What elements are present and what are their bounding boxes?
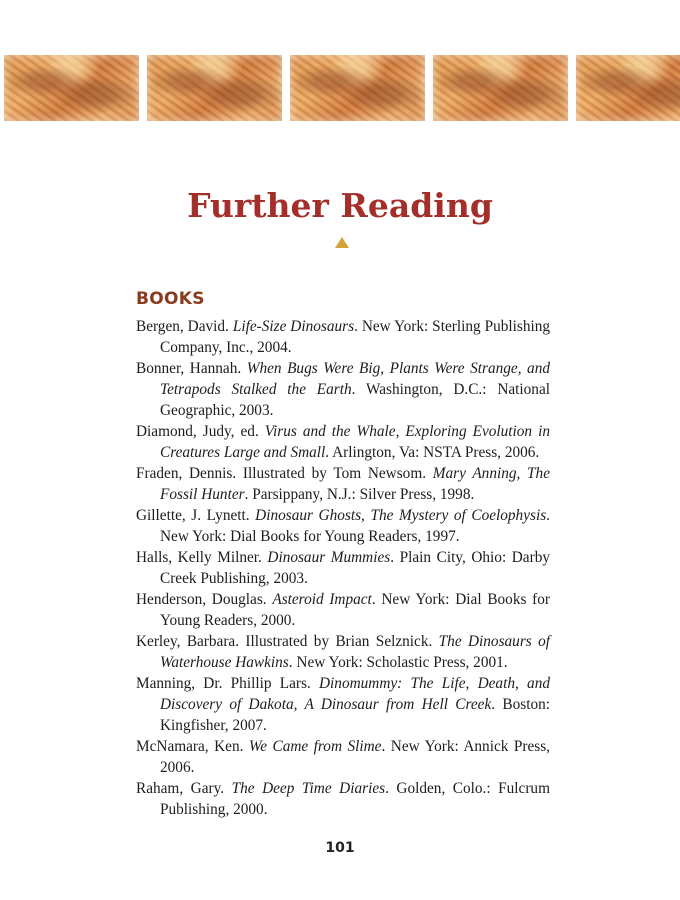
triangle-ornament-icon (335, 237, 349, 248)
book-author: Fraden, Dennis. Illustrated by Tom Newsom. (136, 465, 433, 482)
book-title: Asteroid Impact (272, 591, 372, 608)
banner-tile-image (576, 55, 680, 121)
book-entry (136, 505, 550, 547)
banner-tile-image (4, 55, 139, 121)
book-author: Bergen, David. (136, 318, 233, 335)
book-publication: . Plain City, Ohio: Darby Creek Publishing, 2003. (160, 549, 550, 587)
book-publication: . New York: Sterling Publishing Company, Inc., 2004. (160, 318, 551, 356)
decorative-banner (4, 55, 680, 121)
book-title: We Came from Slime (248, 738, 382, 755)
book-title: Dinomummy: The Life, Death, and Discovery of Dakota, A Dinosaur from Hell Creek (160, 675, 550, 713)
book-entry (136, 673, 550, 736)
book-title: Virus and the Whale, Exploring Evolution in Creatures Large and Small (160, 423, 550, 461)
book-title: When Bugs Were Big, Plants Were Strange, and Tetrapods Stalked the Earth (160, 360, 551, 398)
banner-tile-image (147, 55, 282, 121)
book-entry (136, 589, 550, 631)
book-entry (136, 631, 550, 673)
book-publication: . New York: Annick Press, 2006. (160, 738, 550, 776)
book-author: Diamond, Judy, ed. (136, 423, 265, 440)
book-entry (136, 358, 550, 421)
book-title: Mary Anning, The Fossil Hunter (160, 465, 550, 503)
book-publication: . New York: Dial Books for Young Readers, 1997. (160, 507, 550, 545)
book-entry (136, 778, 550, 820)
book-title: The Deep Time Diaries (231, 780, 386, 797)
book-publication: . Arlington, Va: NSTA Press, 2006. (325, 444, 540, 461)
book-author: McNamara, Ken. (136, 738, 249, 755)
book-title: Dinosaur Mummies (267, 549, 391, 566)
book-author: Raham, Gary. (136, 780, 232, 797)
book-author: Kerley, Barbara. Illustrated by Brian Selznick. (136, 633, 439, 650)
page-title: Further Reading (187, 186, 493, 225)
book-publication: . Washington, D.C.: National Geographic, 2003. (160, 381, 550, 419)
book-entry (136, 547, 550, 589)
book-entry (136, 316, 550, 358)
section-heading-books: BOOKS (136, 289, 205, 309)
book-publication: . Boston: Kingfisher, 2007. (160, 696, 550, 734)
book-publication: . New York: Dial Books for Young Readers, 2000. (160, 591, 550, 629)
book-entry (136, 463, 550, 505)
banner-tile-image (433, 55, 568, 121)
book-publication: . Golden, Colo.: Fulcrum Publishing, 2000. (160, 780, 550, 818)
book-title: The Dinosaurs of Waterhouse Hawkins (160, 633, 550, 671)
book-list (136, 316, 550, 820)
book-author: Halls, Kelly Milner. (136, 549, 268, 566)
book-entry (136, 736, 550, 778)
book-title: Life-Size Dinosaurs (232, 318, 355, 335)
banner-tile-image (290, 55, 425, 121)
page-number: 101 (325, 840, 355, 856)
book-entry (136, 421, 550, 463)
book-author: Bonner, Hannah. (136, 360, 247, 377)
book-publication: . New York: Scholastic Press, 2001. (288, 654, 508, 671)
book-publication: . Parsippany, N.J.: Silver Press, 1998. (244, 486, 475, 503)
book-author: Manning, Dr. Phillip Lars. (136, 675, 319, 692)
book-author: Gillette, J. Lynett. (136, 507, 256, 524)
book-title: Dinosaur Ghosts, The Mystery of Coelophysis (255, 507, 547, 524)
book-author: Henderson, Douglas. (136, 591, 273, 608)
